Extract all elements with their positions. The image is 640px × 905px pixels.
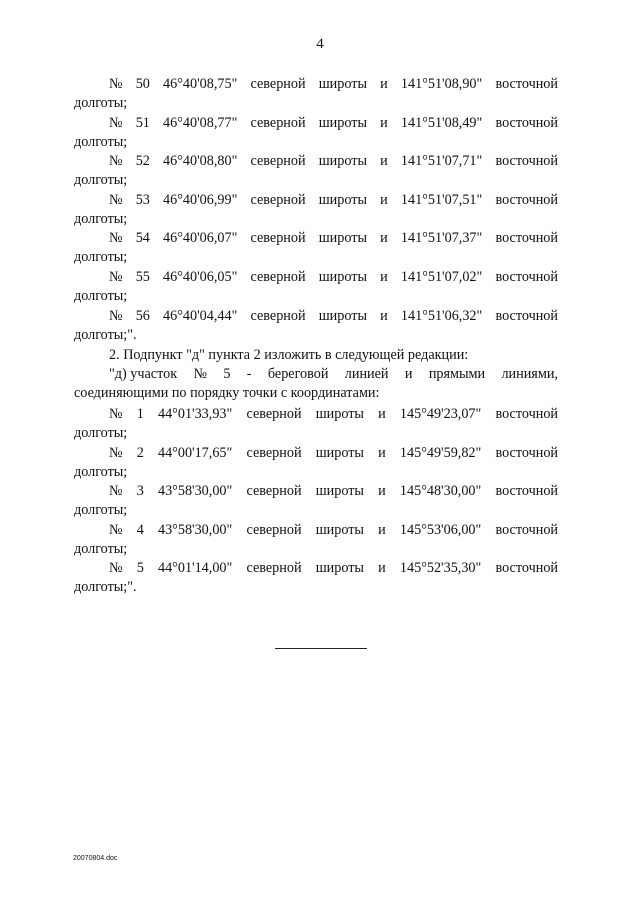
- quote-word: линиями,: [501, 366, 558, 382]
- quote-word: 5: [223, 366, 231, 382]
- coord-lat-word: широты: [318, 153, 367, 170]
- quote-word: прямыми: [428, 366, 486, 382]
- footer-filename: 20070804.doc: [73, 855, 118, 862]
- coordinate-row-continuation: долготы;: [74, 288, 128, 304]
- coord-and: и: [378, 406, 386, 422]
- coordinate-row-continuation: долготы;".: [74, 579, 137, 596]
- coord-n: 2: [136, 444, 144, 461]
- coord-n: 3: [136, 483, 144, 500]
- coord-lat-label: северной: [246, 521, 302, 538]
- coord-and: и: [380, 153, 388, 170]
- coord-and: и: [378, 560, 386, 577]
- coord-lat-word: широты: [318, 76, 367, 92]
- coord-lon-label: восточной: [495, 269, 558, 285]
- coordinate-row-continuation: долготы;: [74, 172, 128, 189]
- coord-lat-word: широты: [315, 560, 364, 577]
- coord-and: и: [378, 444, 386, 461]
- coord-lat: 43°58'30,00": [157, 521, 233, 538]
- coordinate-row: [109, 115, 558, 132]
- coord-n: 1: [136, 406, 144, 422]
- coordinate-row: [109, 483, 558, 500]
- separator-line: [275, 648, 367, 649]
- coord-lon-label: восточной: [495, 444, 558, 461]
- coordinate-row: [109, 269, 558, 286]
- coord-lat-label: северной: [246, 406, 302, 422]
- coord-lat: 46°40'04,44": [163, 307, 238, 324]
- coord-n: 4: [136, 521, 144, 538]
- coord-lat-word: широты: [315, 444, 364, 461]
- coord-n: 54: [135, 230, 150, 247]
- coord-lat: 44°00'17,65": [157, 444, 233, 461]
- quote-word: "д) участок: [109, 366, 178, 382]
- coord-no: №: [109, 483, 123, 500]
- coord-no: №: [109, 76, 123, 92]
- coord-and: и: [380, 307, 388, 324]
- coord-lat: 46°40'06,99": [163, 191, 238, 208]
- coordinate-row: [109, 406, 558, 423]
- coord-and: и: [378, 521, 386, 538]
- coord-n: 52: [135, 153, 150, 170]
- coord-lat-word: широты: [318, 269, 367, 285]
- coord-lon: 141°51'07,51": [400, 191, 483, 208]
- coordinate-row-continuation: долготы;: [74, 133, 128, 150]
- coord-lat-label: северной: [250, 76, 306, 92]
- coord-lon: 141°51'08,49": [400, 114, 483, 131]
- quote-word: №: [193, 366, 207, 382]
- coord-lon: 141°51'06,32": [400, 307, 483, 324]
- coordinate-row-continuation: долготы;".: [74, 326, 137, 343]
- coord-no: №: [109, 153, 123, 170]
- coordinate-row-continuation: долготы;: [74, 95, 128, 111]
- coord-n: 5: [136, 560, 144, 577]
- coord-lon: 141°51'07,71": [400, 153, 483, 170]
- coord-and: и: [380, 191, 388, 208]
- coord-lat-label: северной: [246, 560, 302, 577]
- coordinate-row-continuation: долготы;: [74, 210, 128, 227]
- quote-line-2: соединяющими по порядку точки с координатами:: [74, 385, 380, 401]
- coordinate-row: [109, 230, 558, 247]
- coord-lat-label: северной: [250, 191, 306, 208]
- coord-no: №: [109, 521, 123, 538]
- quote-line-1: [109, 366, 558, 383]
- quote-word: и: [404, 366, 413, 382]
- coordinate-row-continuation: долготы;: [74, 425, 128, 441]
- coord-no: №: [109, 191, 123, 208]
- coordinate-row: [109, 192, 558, 209]
- coord-lat: 46°40'08,80": [163, 153, 238, 170]
- coord-lat: 44°01'14,00": [157, 560, 233, 577]
- coord-lon-label: восточной: [495, 406, 558, 422]
- coord-lon-label: восточной: [495, 307, 558, 324]
- coord-no: №: [109, 269, 123, 285]
- coord-lat: 46°40'06,07": [163, 230, 238, 247]
- coordinate-row: [109, 153, 558, 170]
- coord-no: №: [109, 114, 123, 131]
- coord-lat-label: северной: [250, 114, 306, 131]
- coord-lat: 46°40'08,75": [163, 76, 238, 92]
- coord-lat-label: северной: [246, 444, 302, 461]
- coord-lon: 145°49'59,82": [399, 444, 482, 461]
- coord-n: 56: [135, 307, 150, 324]
- coord-lat-word: широты: [318, 191, 367, 208]
- coord-and: и: [378, 483, 386, 500]
- coord-n: 50: [135, 76, 150, 92]
- coordinate-row: [109, 445, 558, 462]
- coord-lon-label: восточной: [495, 230, 558, 247]
- coord-lon-label: восточной: [495, 153, 558, 170]
- coord-lat-word: широты: [318, 230, 367, 247]
- coord-lon-label: восточной: [495, 114, 558, 131]
- coordinate-row: [109, 560, 558, 577]
- coord-lat-label: северной: [250, 269, 306, 285]
- coord-lon-label: восточной: [495, 560, 558, 577]
- coordinate-row: [109, 76, 558, 93]
- coord-n: 51: [135, 114, 150, 131]
- coord-lat: 46°40'08,77": [163, 114, 238, 131]
- quote-word: линией: [344, 366, 389, 382]
- coordinate-row-continuation: долготы;: [74, 249, 128, 266]
- quote-word: береговой: [267, 366, 329, 382]
- coord-no: №: [109, 406, 123, 422]
- coord-lat-word: широты: [315, 406, 364, 422]
- coord-no: №: [109, 307, 123, 324]
- coord-lat-label: северной: [246, 483, 302, 500]
- coord-lon: 145°52'35,30": [399, 560, 482, 577]
- coord-no: №: [109, 230, 123, 247]
- coord-lon: 145°48'30,00": [399, 483, 482, 500]
- coord-and: и: [380, 114, 388, 131]
- coordinate-row-continuation: долготы;: [74, 502, 128, 519]
- coord-lon: 145°49'23,07": [399, 406, 482, 422]
- quote-word: -: [246, 366, 252, 382]
- coord-lat-label: северной: [250, 307, 306, 324]
- coord-lon: 145°53'06,00": [399, 521, 482, 538]
- coordinate-row: [109, 308, 558, 325]
- coord-n: 55: [135, 269, 150, 285]
- coord-lon-label: восточной: [495, 76, 558, 92]
- coord-and: и: [380, 269, 388, 285]
- coord-lat-word: широты: [315, 483, 364, 500]
- coord-lat: 46°40'06,05": [163, 269, 238, 285]
- coord-n: 53: [135, 191, 150, 208]
- coord-lon: 141°51'08,90": [400, 76, 483, 92]
- coord-lat-label: северной: [250, 230, 306, 247]
- coord-lon: 141°51'07,02": [400, 269, 483, 285]
- coordinate-row-continuation: долготы;: [74, 540, 128, 557]
- coordinate-row-continuation: долготы;: [74, 463, 128, 480]
- coord-lon-label: восточной: [495, 521, 558, 538]
- coord-lon-label: восточной: [495, 191, 558, 208]
- coord-lat-label: северной: [250, 153, 306, 170]
- coord-no: №: [109, 444, 123, 461]
- coord-lat-word: широты: [318, 114, 367, 131]
- coord-lon: 141°51'07,37": [400, 230, 483, 247]
- coord-lon-label: восточной: [495, 483, 558, 500]
- coord-and: и: [380, 76, 388, 92]
- coord-and: и: [380, 230, 388, 247]
- coordinate-row: [109, 522, 558, 539]
- coord-lat: 44°01'33,93": [157, 406, 233, 422]
- paragraph-2: 2. Подпункт "д" пункта 2 изложить в следующей редакции:: [109, 347, 469, 363]
- coord-lat: 43°58'30,00": [157, 483, 233, 500]
- coord-no: №: [109, 560, 123, 577]
- coord-lat-word: широты: [318, 307, 367, 324]
- page-number: 4: [316, 36, 324, 52]
- coord-lat-word: широты: [315, 521, 364, 538]
